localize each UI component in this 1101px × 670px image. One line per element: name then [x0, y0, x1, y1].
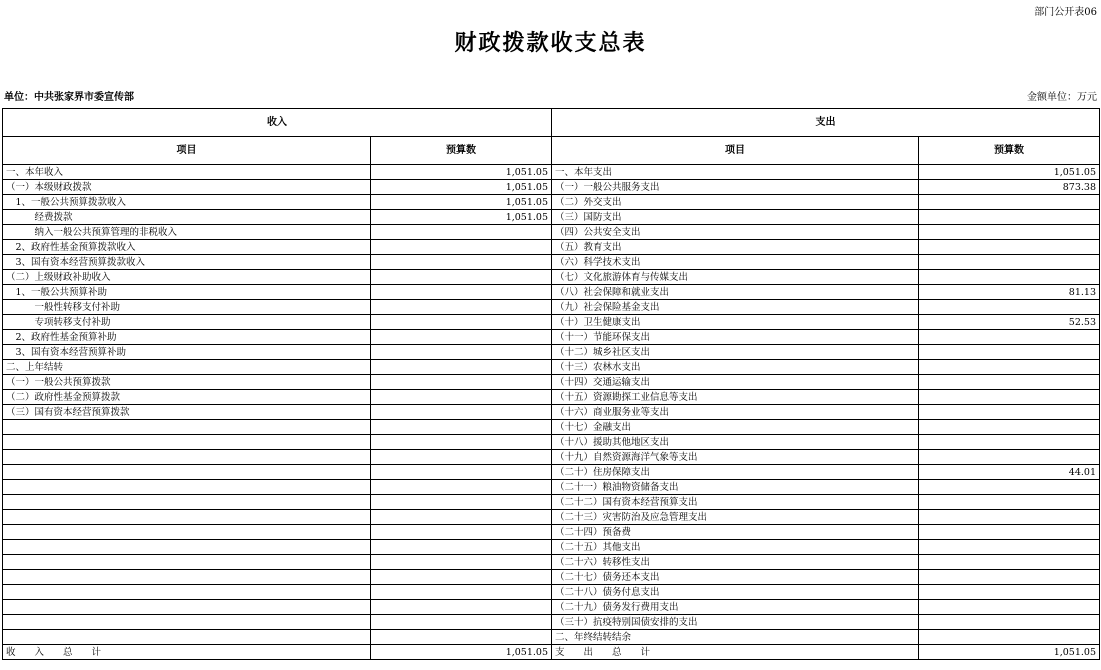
income-value-cell: [371, 630, 552, 645]
income-item-cell: [3, 480, 371, 495]
expense-value-cell: [919, 390, 1100, 405]
table-row: [3, 555, 1100, 570]
expense-value-cell: [919, 615, 1100, 630]
table-row: [3, 525, 1100, 540]
income-item-cell: 一般性转移支付补助: [3, 300, 371, 315]
expense-item-cell: （二）外交支出: [552, 195, 919, 210]
table-row: [3, 240, 1100, 255]
expense-value-cell: 1,051.05: [919, 645, 1100, 660]
expense-value-cell: [919, 585, 1100, 600]
table-row: [3, 435, 1100, 450]
expense-value-cell: 44.01: [919, 465, 1100, 480]
expense-item-cell: （十二）城乡社区支出: [552, 345, 919, 360]
expense-value-cell: [919, 630, 1100, 645]
expense-item-cell: （十）卫生健康支出: [552, 315, 919, 330]
expense-item-cell: 二、年终结转结余: [552, 630, 919, 645]
table-row: [3, 300, 1100, 315]
income-value-cell: 1,051.05: [371, 180, 552, 195]
income-item-cell: （一）一般公共预算拨款: [3, 375, 371, 390]
expense-item-cell: 支 出 总 计: [552, 645, 919, 660]
income-value-cell: 1,051.05: [371, 645, 552, 660]
income-value-cell: [371, 270, 552, 285]
expense-item-cell: （八）社会保障和就业支出: [552, 285, 919, 300]
income-value-cell: [371, 390, 552, 405]
income-value-cell: [371, 330, 552, 345]
expense-item-cell: （三）国防支出: [552, 210, 919, 225]
income-value-cell: [371, 285, 552, 300]
expense-value-cell: [919, 480, 1100, 495]
table-row: [3, 405, 1100, 420]
expense-item-cell: （六）科学技术支出: [552, 255, 919, 270]
expense-budget-header: 预算数: [919, 137, 1100, 165]
income-item-cell: [3, 435, 371, 450]
expense-value-cell: 1,051.05: [919, 165, 1100, 180]
table-row: [3, 600, 1100, 615]
expense-value-cell: [919, 495, 1100, 510]
expense-item-cell: （二十二）国有资本经营预算支出: [552, 495, 919, 510]
expense-value-cell: [919, 570, 1100, 585]
income-item-cell: 二、上年结转: [3, 360, 371, 375]
income-value-cell: [371, 405, 552, 420]
expense-item-cell: （二十三）灾害防治及应急管理支出: [552, 510, 919, 525]
expense-value-cell: [919, 300, 1100, 315]
income-value-cell: [371, 600, 552, 615]
income-value-cell: 1,051.05: [371, 210, 552, 225]
income-value-cell: [371, 420, 552, 435]
table-row: [3, 450, 1100, 465]
table-row: [3, 180, 1100, 195]
income-value-cell: [371, 255, 552, 270]
income-item-cell: 3、国有资本经营预算拨款收入: [3, 255, 371, 270]
income-value-cell: 1,051.05: [371, 195, 552, 210]
expense-value-cell: [919, 450, 1100, 465]
table-row: [3, 390, 1100, 405]
expense-item-cell: （十七）金融支出: [552, 420, 919, 435]
income-value-cell: [371, 480, 552, 495]
income-item-cell: [3, 540, 371, 555]
expense-value-cell: [919, 540, 1100, 555]
table-row: [3, 345, 1100, 360]
expense-item-cell: （三十）抗疫特别国债安排的支出: [552, 615, 919, 630]
expense-item-cell: （十六）商业服务业等支出: [552, 405, 919, 420]
income-value-cell: [371, 375, 552, 390]
income-item-cell: 专项转移支付补助: [3, 315, 371, 330]
income-value-cell: [371, 615, 552, 630]
expense-item-cell: （七）文化旅游体育与传媒支出: [552, 270, 919, 285]
income-item-cell: [3, 630, 371, 645]
income-item-cell: [3, 525, 371, 540]
table-row: [3, 330, 1100, 345]
income-value-cell: [371, 570, 552, 585]
expense-value-cell: [919, 270, 1100, 285]
table-row: [3, 165, 1100, 180]
table-code: 部门公开表06: [1034, 7, 1097, 18]
expense-value-cell: [919, 225, 1100, 240]
expense-item-cell: （二十八）债务付息支出: [552, 585, 919, 600]
table-row: [3, 315, 1100, 330]
money-unit-label: 金额单位：万元: [1027, 92, 1097, 103]
income-item-header: 项目: [3, 137, 371, 165]
income-value-cell: [371, 495, 552, 510]
table-row: [3, 255, 1100, 270]
income-item-cell: [3, 585, 371, 600]
expense-item-cell: （十八）援助其他地区支出: [552, 435, 919, 450]
expense-item-cell: （一）一般公共服务支出: [552, 180, 919, 195]
income-header: 收入: [3, 109, 552, 137]
income-item-cell: 2、政府性基金预算拨款收入: [3, 240, 371, 255]
income-item-cell: （二）政府性基金预算拨款: [3, 390, 371, 405]
expense-item-cell: （二十六）转移性支出: [552, 555, 919, 570]
expense-item-cell: （二十四）预备费: [552, 525, 919, 540]
income-item-cell: 1、一般公共预算补助: [3, 285, 371, 300]
income-item-cell: [3, 450, 371, 465]
expense-item-cell: （二十一）粮油物资储备支出: [552, 480, 919, 495]
expense-header: 支出: [552, 109, 1100, 137]
income-item-cell: [3, 495, 371, 510]
table-row: [3, 195, 1100, 210]
expense-item-cell: （二十）住房保障支出: [552, 465, 919, 480]
table-row: [3, 285, 1100, 300]
expense-value-cell: 81.13: [919, 285, 1100, 300]
expense-item-cell: （四）公共安全支出: [552, 225, 919, 240]
income-item-cell: [3, 555, 371, 570]
table-row: [3, 210, 1100, 225]
expense-value-cell: [919, 600, 1100, 615]
income-value-cell: [371, 315, 552, 330]
table-row: [3, 615, 1100, 630]
expense-value-cell: [919, 375, 1100, 390]
expense-item-cell: （十四）交通运输支出: [552, 375, 919, 390]
income-value-cell: [371, 555, 552, 570]
expense-value-cell: [919, 210, 1100, 225]
expense-value-cell: [919, 360, 1100, 375]
income-item-cell: 2、政府性基金预算补助: [3, 330, 371, 345]
expense-value-cell: [919, 330, 1100, 345]
table-row: [3, 645, 1100, 660]
expense-value-cell: 873.38: [919, 180, 1100, 195]
income-item-cell: 1、一般公共预算拨款收入: [3, 195, 371, 210]
income-value-cell: [371, 225, 552, 240]
table-row: [3, 570, 1100, 585]
table-row: [3, 495, 1100, 510]
table-row: [3, 360, 1100, 375]
table-row: [3, 510, 1100, 525]
income-item-cell: 一、本年收入: [3, 165, 371, 180]
expense-item-cell: （五）教育支出: [552, 240, 919, 255]
expense-value-cell: [919, 345, 1100, 360]
expense-value-cell: [919, 435, 1100, 450]
income-value-cell: [371, 585, 552, 600]
income-item-cell: [3, 510, 371, 525]
expense-item-cell: （十五）资源勘探工业信息等支出: [552, 390, 919, 405]
expense-item-header: 项目: [552, 137, 919, 165]
income-item-cell: [3, 465, 371, 480]
expense-value-cell: [919, 255, 1100, 270]
expense-item-cell: （十一）节能环保支出: [552, 330, 919, 345]
income-item-cell: [3, 420, 371, 435]
income-item-cell: （三）国有资本经营预算拨款: [3, 405, 371, 420]
unit-label: 单位：中共张家界市委宣传部: [4, 92, 134, 103]
income-item-cell: [3, 600, 371, 615]
table-row: [3, 585, 1100, 600]
page-title: 财政拨款收支总表: [454, 30, 647, 56]
income-value-cell: [371, 465, 552, 480]
expense-value-cell: [919, 420, 1100, 435]
expense-value-cell: [919, 240, 1100, 255]
table-row: [3, 480, 1100, 495]
income-item-cell: 纳入一般公共预算管理的非税收入: [3, 225, 371, 240]
income-value-cell: [371, 300, 552, 315]
income-value-cell: [371, 240, 552, 255]
income-value-cell: [371, 435, 552, 450]
expense-item-cell: （十九）自然资源海洋气象等支出: [552, 450, 919, 465]
expense-item-cell: （二十五）其他支出: [552, 540, 919, 555]
table-row: [3, 465, 1100, 480]
expense-item-cell: （十三）农林水支出: [552, 360, 919, 375]
table-row: [3, 630, 1100, 645]
expense-value-cell: [919, 510, 1100, 525]
income-item-cell: （一）本级财政拨款: [3, 180, 371, 195]
income-item-cell: 经费拨款: [3, 210, 371, 225]
table-row: [3, 270, 1100, 285]
income-item-cell: （二）上级财政补助收入: [3, 270, 371, 285]
income-item-cell: [3, 570, 371, 585]
expense-value-cell: [919, 195, 1100, 210]
income-item-cell: 3、国有资本经营预算补助: [3, 345, 371, 360]
income-value-cell: [371, 450, 552, 465]
income-value-cell: [371, 345, 552, 360]
budget-table: [2, 108, 1100, 660]
income-value-cell: [371, 525, 552, 540]
expense-item-cell: 一、本年支出: [552, 165, 919, 180]
income-value-cell: [371, 510, 552, 525]
table-row: [3, 540, 1100, 555]
income-value-cell: 1,051.05: [371, 165, 552, 180]
table-row: [3, 375, 1100, 390]
income-value-cell: [371, 360, 552, 375]
expense-item-cell: （二十九）债务发行费用支出: [552, 600, 919, 615]
expense-value-cell: [919, 525, 1100, 540]
table-row: [3, 225, 1100, 240]
income-value-cell: [371, 540, 552, 555]
expense-value-cell: [919, 405, 1100, 420]
income-budget-header: 预算数: [371, 137, 552, 165]
expense-value-cell: [919, 555, 1100, 570]
table-row: [3, 420, 1100, 435]
table-body: [3, 165, 1100, 660]
income-item-cell: [3, 615, 371, 630]
expense-value-cell: 52.53: [919, 315, 1100, 330]
expense-item-cell: （二十七）债务还本支出: [552, 570, 919, 585]
expense-item-cell: （九）社会保险基金支出: [552, 300, 919, 315]
income-item-cell: 收 入 总 计: [3, 645, 371, 660]
